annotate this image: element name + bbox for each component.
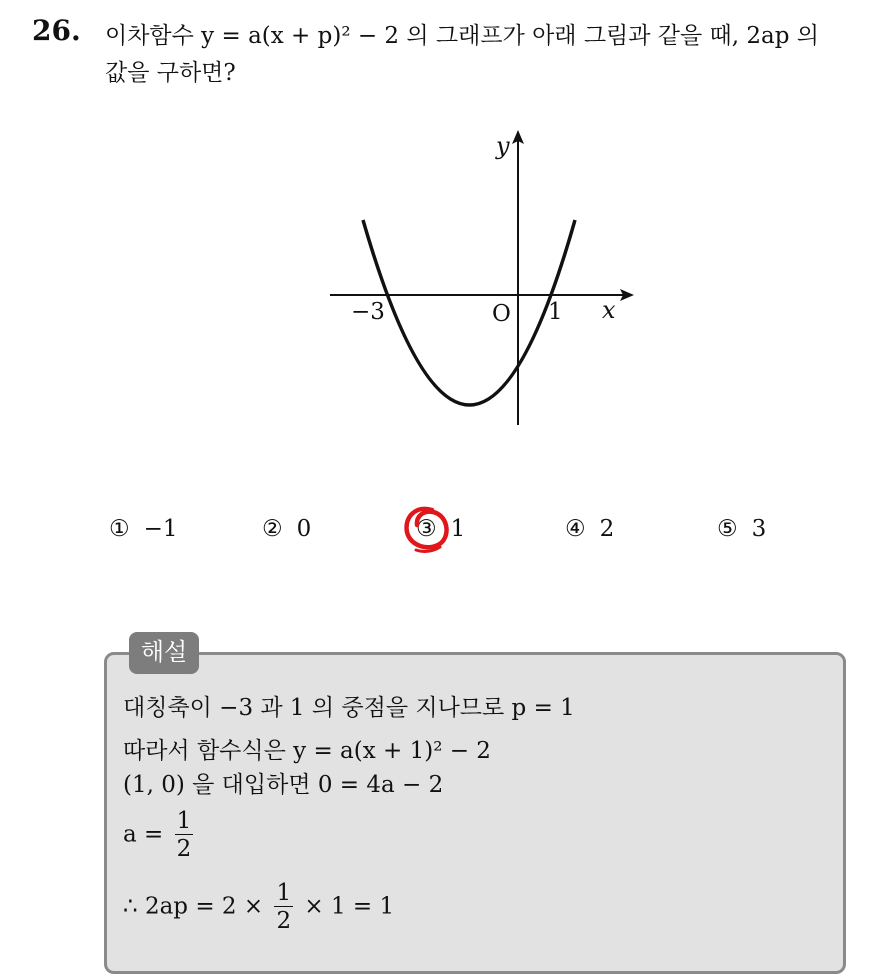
selected-answer-ring — [402, 503, 452, 555]
choice-1-mark: ① — [109, 516, 130, 542]
choice-2[interactable] — [262, 516, 311, 542]
choice-4[interactable] — [565, 516, 614, 542]
choice-5-value: 3 — [751, 516, 767, 542]
choice-5-mark: ⑤ — [717, 516, 738, 542]
solution-line-2: 따라서 함수식은 y = a(x + 1)² − 2 — [123, 738, 491, 764]
choice-5[interactable] — [717, 516, 766, 542]
solution-line-3: (1, 0) 을 대입하면 0 = 4a − 2 — [123, 772, 444, 798]
solution-tab-label: 해설 — [129, 632, 199, 674]
choice-3-value: 1 — [450, 516, 466, 542]
question-text-line-2: 값을 구하면? — [105, 60, 236, 86]
fraction-numerator: 1 — [276, 880, 292, 906]
solution-line-5 — [123, 880, 394, 935]
choice-2-value: 0 — [296, 516, 312, 542]
right-root-label: 1 — [548, 299, 563, 325]
solution-line-4 — [123, 808, 197, 863]
parabola-curve — [363, 220, 575, 405]
origin-label: O — [492, 301, 511, 327]
fraction-one-half — [274, 880, 293, 935]
choice-4-value: 2 — [599, 516, 615, 542]
x-axis-label: x — [602, 296, 616, 324]
question-text-line-1: 이차함수 y = a(x + p)² − 2 의 그래프가 아래 그림과 같을 때, 2ap 의 — [105, 23, 819, 49]
solution-line-5-rhs: × 1 = 1 — [304, 893, 395, 920]
choice-1-value: −1 — [143, 516, 178, 542]
fraction-denominator: 2 — [276, 908, 292, 934]
question-number: 26. — [32, 14, 81, 47]
fraction-one-half — [175, 808, 194, 863]
left-root-label: −3 — [351, 299, 385, 325]
choice-1[interactable] — [109, 516, 178, 542]
fraction-denominator: 2 — [176, 836, 192, 862]
y-axis-label: y — [496, 132, 510, 160]
choice-2-mark: ② — [262, 516, 283, 542]
parabola-graph — [320, 120, 640, 430]
solution-line-1: 대칭축이 −3 과 1 의 중점을 지나므로 p = 1 — [123, 695, 575, 721]
solution-line-5-lhs: ∴ 2ap = 2 × — [123, 893, 264, 920]
fraction-numerator: 1 — [176, 808, 192, 834]
choice-3-mark: ③ — [416, 516, 437, 542]
solution-line-4-lhs: a = — [123, 821, 164, 848]
choice-4-mark: ④ — [565, 516, 586, 542]
